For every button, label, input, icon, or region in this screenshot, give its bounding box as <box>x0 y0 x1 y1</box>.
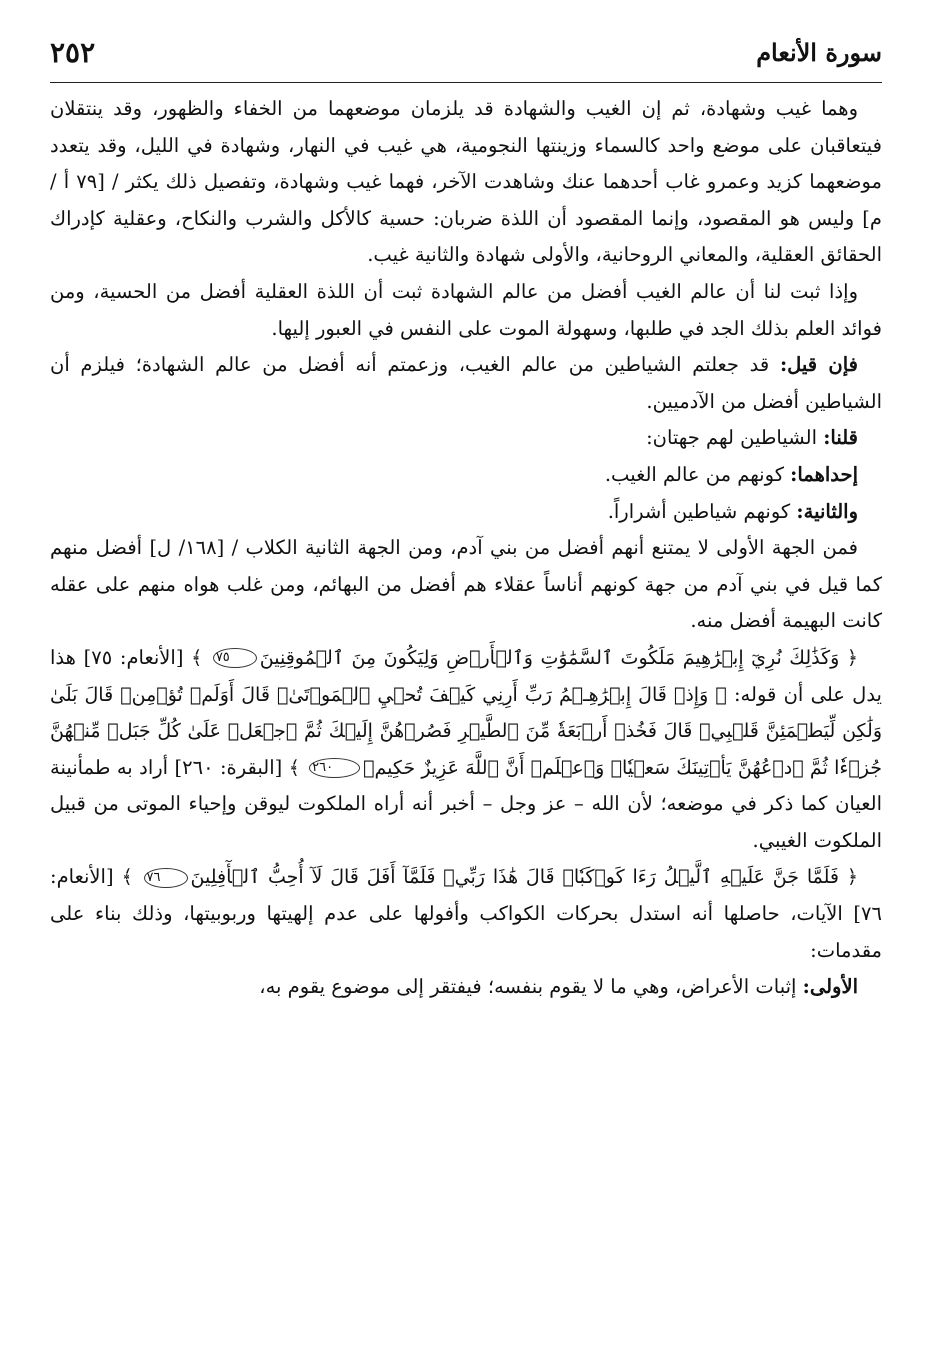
paragraph-verse-commentary <box>50 640 882 860</box>
paragraph-text: وهما غيب وشهادة، ثم إن الغيب والشهادة قد يلزمان موضعهما من الخفاء والظهور، وقد ينتقلان فيتعاقبان على موضع واحد كالسماء وزينتها النجومية، هي غيب في النهار، وشهادة في الليل، وقد يتعدد موضعهما كزيد وعمرو غاب أحدهما عنك وشاهدت الآخر، فهما غيب وشهادة، وتفصيل ذلك يكثر / [٧٩ أ / م] وليس هو المقصود، وإنما المقصود أن اللذة ضربان: حسية كالأكل والشرب والنكاح، وعقلية كإدراك الحقائق العقلية، والمعاني الروحانية، والأولى شهادة والثانية غيب. <box>50 97 882 267</box>
premise-lead: الأولى: <box>802 975 858 999</box>
running-header <box>50 30 882 83</box>
verse-number-marker: ٧٦ <box>144 868 188 888</box>
page-number: ٢٥٢ <box>50 36 96 69</box>
paragraph-text: إثبات الأعراض، وهي ما لا يقوم بنفسه؛ فيفتقر إلى موضوع يقوم به، <box>259 975 803 999</box>
verse-bracket-close: ﴾ <box>121 866 141 889</box>
verse-bracket-open: ﴿ <box>839 646 858 669</box>
point-two-lead: والثانية: <box>796 499 858 523</box>
paragraph <box>50 91 882 274</box>
paragraph-text: كونهم من عالم الغيب. <box>604 462 791 486</box>
paragraph-text: [البقرة: ٢٦٠] أراد به طمأنينة العيان كما ذكر في موضعه؛ لأن الله – عز وجل – أخبر أنه أراه الملكوت ليوقن وإحياء الموتى من قبيل الملكوت الغيبي. <box>50 755 882 852</box>
quran-verse: فَلَمَّا جَنَّ عَلَيۡهِ ٱلَّيۡلُ رَءَا كَوۡكَبٗاۖ قَالَ هَٰذَا رَبِّيۖ فَلَمَّآ أَفَلَ قَالَ لَآ أُحِبُّ ٱلۡأٓفِلِينَ <box>190 866 839 889</box>
verse-bracket-close: ﴾ <box>191 646 210 669</box>
surah-title: سورة الأنعام <box>756 38 882 67</box>
body-text <box>50 91 882 1006</box>
paragraph-objection <box>50 347 882 420</box>
paragraph-text: وإذا ثبت لنا أن عالم الغيب أفضل من عالم الشهادة ثبت أن اللذة العقلية أفضل من الحسية، ومن فوائد العلم بذلك الجد في طلبها، وسهولة الموت على النفس في العبور إليها. <box>50 279 882 340</box>
quran-verse: وَإِذۡ قَالَ إِبۡرَٰهِـۧمُ رَبِّ أَرِنِي كَيۡفَ تُحۡيِ ٱلۡمَوۡتَىٰۖ قَالَ أَوَلَمۡ تُؤۡمِنۖ قَالَ بَلَىٰ وَلَٰكِن لِّيَطۡمَئِنَّ قَلۡبِيۖ قَالَ فَخُذۡ أَرۡبَعَةٗ مِّنَ ٱلطَّيۡرِ فَصُرۡهُنَّ إِلَيۡكَ ثُمَّ ٱجۡعَلۡ عَلَىٰ كُلِّ جَبَلٖ مِّنۡهُنَّ جُزۡءٗا ثُمَّ ٱدۡعُهُنَّ يَأۡتِينَكَ سَعۡيٗاۚ وَٱعۡلَمۡ أَنَّ ٱللَّهَ عَزِيزٌ حَكِيمٞ <box>50 683 882 779</box>
verse-bracket-open: ﴿ <box>708 683 727 706</box>
verse-number-marker: ٧٥ <box>213 648 257 668</box>
paragraph-text: كونهم شياطين أشراراً. <box>607 499 797 523</box>
paragraph-answer <box>50 420 882 457</box>
paragraph-text: قد جعلتم الشياطين من عالم الغيب، وزعمتم أنه أفضل من عالم الشهادة؛ فيلزم أن الشياطين أفضل من الآدميين. <box>50 353 882 413</box>
paragraph-text: فمن الجهة الأولى لا يمتنع أنهم أفضل من بني آدم، ومن الجهة الثانية الكلاب / [١٦٨/ ل] أفضل منهم كما قيل في بني آدم من جهة كونهم أناساً عقلاء هم أفضل من البهائم، ومن غلب هواه منهم على عقله كانت البهيمة أفضل منه. <box>50 536 882 633</box>
verse-number-marker: ٢٦٠ <box>309 758 360 778</box>
paragraph <box>50 274 882 347</box>
objection-lead: فإن قيل: <box>779 353 858 377</box>
answer-lead: قلنا: <box>823 426 858 450</box>
paragraph-text: [الأنعام: ٧٦] الآيات، حاصلها أنه استدل بحركات الكواكب وأفولها على عدم إلهيتها وربوبيتها، وذلك بناء على مقدمات: <box>50 865 882 962</box>
paragraph-premise <box>50 969 882 1006</box>
paragraph-verse-commentary <box>50 859 882 969</box>
paragraph-text: الشياطين لهم جهتان: <box>646 426 824 450</box>
paragraph <box>50 530 882 640</box>
paragraph-text: [الأنعام: ٧٥] هذا يدل على أن قوله: <box>50 645 882 706</box>
verse-bracket-open: ﴿ <box>839 866 858 889</box>
paragraph-point-two <box>50 494 882 531</box>
verse-bracket-close: ﴾ <box>288 756 307 779</box>
quran-verse: وَكَذَٰلِكَ نُرِيٓ إِبۡرَٰهِيمَ مَلَكُوتَ ٱلسَّمَٰوَٰتِ وَٱلۡأَرۡضِ وَلِيَكُونَ مِنَ ٱلۡمُوقِنِينَ <box>259 646 840 669</box>
point-one-lead: إحداهما: <box>790 462 858 486</box>
paragraph-point-one <box>50 457 882 494</box>
document-page <box>50 30 882 1320</box>
